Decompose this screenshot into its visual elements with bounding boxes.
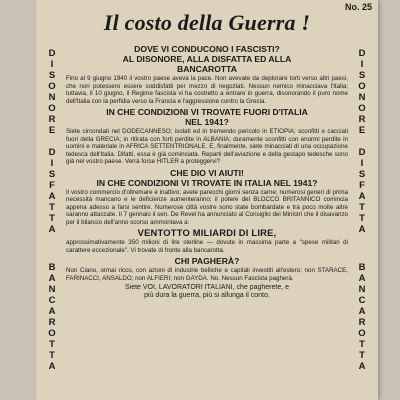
side-letter: S xyxy=(48,169,56,180)
side-letter: A xyxy=(48,191,56,202)
side-text-right-bottom xyxy=(352,262,372,372)
side-letter: T xyxy=(359,213,365,224)
side-letter: R xyxy=(48,317,56,328)
side-letter: T xyxy=(49,202,55,213)
section-heading xyxy=(66,44,348,74)
side-letter: T xyxy=(49,213,55,224)
side-letter: T xyxy=(359,350,365,361)
side-letter: A xyxy=(48,224,56,235)
side-letter: D xyxy=(358,147,366,158)
section-heading xyxy=(66,256,348,266)
heading-line: AL DISONORE, ALLA DISFATTA ED ALLA xyxy=(122,54,292,64)
side-letter: N xyxy=(358,284,366,295)
heading-line: DOVE VI CONDUCONO I FASCISTI? xyxy=(134,44,280,54)
heading-line: NEL 1941? xyxy=(185,117,229,127)
heading-line: CHE DIO VI AIUTI! xyxy=(170,167,244,178)
side-letter: O xyxy=(358,81,366,92)
side-letter: O xyxy=(48,81,56,92)
section-paragraph: approssimativamente 350 milioni di lire sterline — dovute in massima parte a "spese militari di carattere eccezionale". Vi trovate di fronte alla bancarotta. xyxy=(66,239,348,254)
heading-line: VENTOTTO MILIARDI DI LIRE, xyxy=(137,227,277,238)
side-letter: D xyxy=(48,147,56,158)
closing-line: più dura la guerra, più si allunga il conto. xyxy=(144,292,270,299)
side-letter xyxy=(42,136,62,147)
side-letter: B xyxy=(358,262,366,273)
side-letter: A xyxy=(358,224,366,235)
side-text-right-top xyxy=(352,48,372,235)
side-text-left-bottom xyxy=(42,262,62,372)
side-letter: N xyxy=(48,92,56,103)
side-letter: I xyxy=(360,59,364,70)
section-paragraph: Il vostro commercio d'oltremare è inattivo; avete parecchi giorni senza carne; numerosi generi di prima necessità mancano e le deficienze aumenteranno; il potere del BLOCCO BRITANNICO comincia appena adesso a farsi sentire. Numerose città vostre sono state bombardate e tra poco molte altre saranno attaccate. Il 7 gennaio il sen. De Revel ha annunciato al Consiglio dei Ministri che il disavanzo per il bilancio dell'anno scorso ammontava a: xyxy=(66,188,348,226)
side-text-left-top xyxy=(42,48,62,235)
side-letter: S xyxy=(358,70,366,81)
side-letter: E xyxy=(48,125,56,136)
side-letter: B xyxy=(48,262,56,273)
side-letter: E xyxy=(358,125,366,136)
side-letter: O xyxy=(48,328,56,339)
side-letter: T xyxy=(359,202,365,213)
side-letter xyxy=(352,136,372,147)
side-letter: A xyxy=(358,191,366,202)
heading-line: IN CHE CONDIZIONI VI TROVATE FUORI D'ITALIA xyxy=(106,107,308,117)
side-letter: A xyxy=(358,361,366,372)
side-letter: N xyxy=(48,284,56,295)
section-heading xyxy=(66,107,348,127)
side-letter: I xyxy=(50,59,54,70)
side-letter: R xyxy=(358,114,366,125)
heading-line: BANCAROTTA xyxy=(177,64,237,74)
closing-line: Siete VOI, LAVORATORI ITALIANI, che pagherete, e xyxy=(124,284,290,291)
section-paragraph: Non Ciano, ormai ricco, con azioni di industrie belliche e capitali investiti all'estero; non STARACE, FARINACCI, ANSALDO; non ALFIERI; non GAYDA. No. Nessun Fascista pagherà. xyxy=(66,267,348,282)
side-letter: C xyxy=(48,295,56,306)
heading-line: CHI PAGHERÀ? xyxy=(174,256,240,266)
side-letter: D xyxy=(358,48,366,59)
closing-text xyxy=(66,284,348,300)
side-letter: A xyxy=(358,273,366,284)
leaflet-sheet xyxy=(36,0,378,400)
side-letter: I xyxy=(50,158,54,169)
side-letter: O xyxy=(48,103,56,114)
section-heading xyxy=(66,228,348,238)
side-letter: D xyxy=(48,48,56,59)
side-letter: I xyxy=(360,158,364,169)
side-letter: N xyxy=(358,92,366,103)
side-letter: A xyxy=(48,306,56,317)
section-paragraph: Siete circondati nel DODECANNESO; isolati ed in tremendo pericolo in ETIOPIA; sconfitti e cacciati fuori della GRECIA; in ritirata con forti perdite in ALBANIA; duramente sconfitti con enormi perdite in uomini e materiale in AFRICA SETTENTRIONALE. E, finalmente, siete minacciati di una occupazione tedesca dell'Italia. Difatti, essa è già cominciata. Reparti dell'aviazione e della gestapo tedesche sono già nel vostro paese. Verrà forse HITLER a proteggervi? xyxy=(66,128,348,165)
side-letter: O xyxy=(358,103,366,114)
side-letter: A xyxy=(48,273,56,284)
side-letter: F xyxy=(359,180,365,191)
leaflet-title: Il costo della Guerra ! xyxy=(103,10,311,35)
side-letter: S xyxy=(48,70,56,81)
side-letter: A xyxy=(358,306,366,317)
section-heading xyxy=(66,168,348,188)
side-letter: R xyxy=(48,114,56,125)
side-letter: F xyxy=(49,180,55,191)
side-letter: A xyxy=(48,361,56,372)
heading-line: IN CHE CONDIZIONI VI TROVATE IN ITALIA NEL 1941? xyxy=(96,177,318,188)
side-letter: O xyxy=(358,328,366,339)
side-letter: R xyxy=(358,317,366,328)
side-letter: T xyxy=(49,339,55,350)
side-letter: T xyxy=(359,339,365,350)
leaflet-body xyxy=(66,44,348,301)
side-letter: C xyxy=(358,295,366,306)
section-paragraph: Fino al 9 giugno 1940 il vostro paese aveva la pace. Non avevate da deplorare torti verso altri paesi, che non potessero essere soddisfatti per mezzo di negoziati. Nessun nemico minacciava l'Italia; tuttavia, il 10 giugno, il Regime fascista vi ha costretto a entrare in guerra, disonorando il puro nome dell'Italia con la perfidia verso la Francia e l'aggressione contro la Grecia. xyxy=(66,75,348,105)
side-letter: T xyxy=(49,350,55,361)
leaflet-number: No. 25 xyxy=(344,2,372,12)
side-letter: S xyxy=(358,169,366,180)
